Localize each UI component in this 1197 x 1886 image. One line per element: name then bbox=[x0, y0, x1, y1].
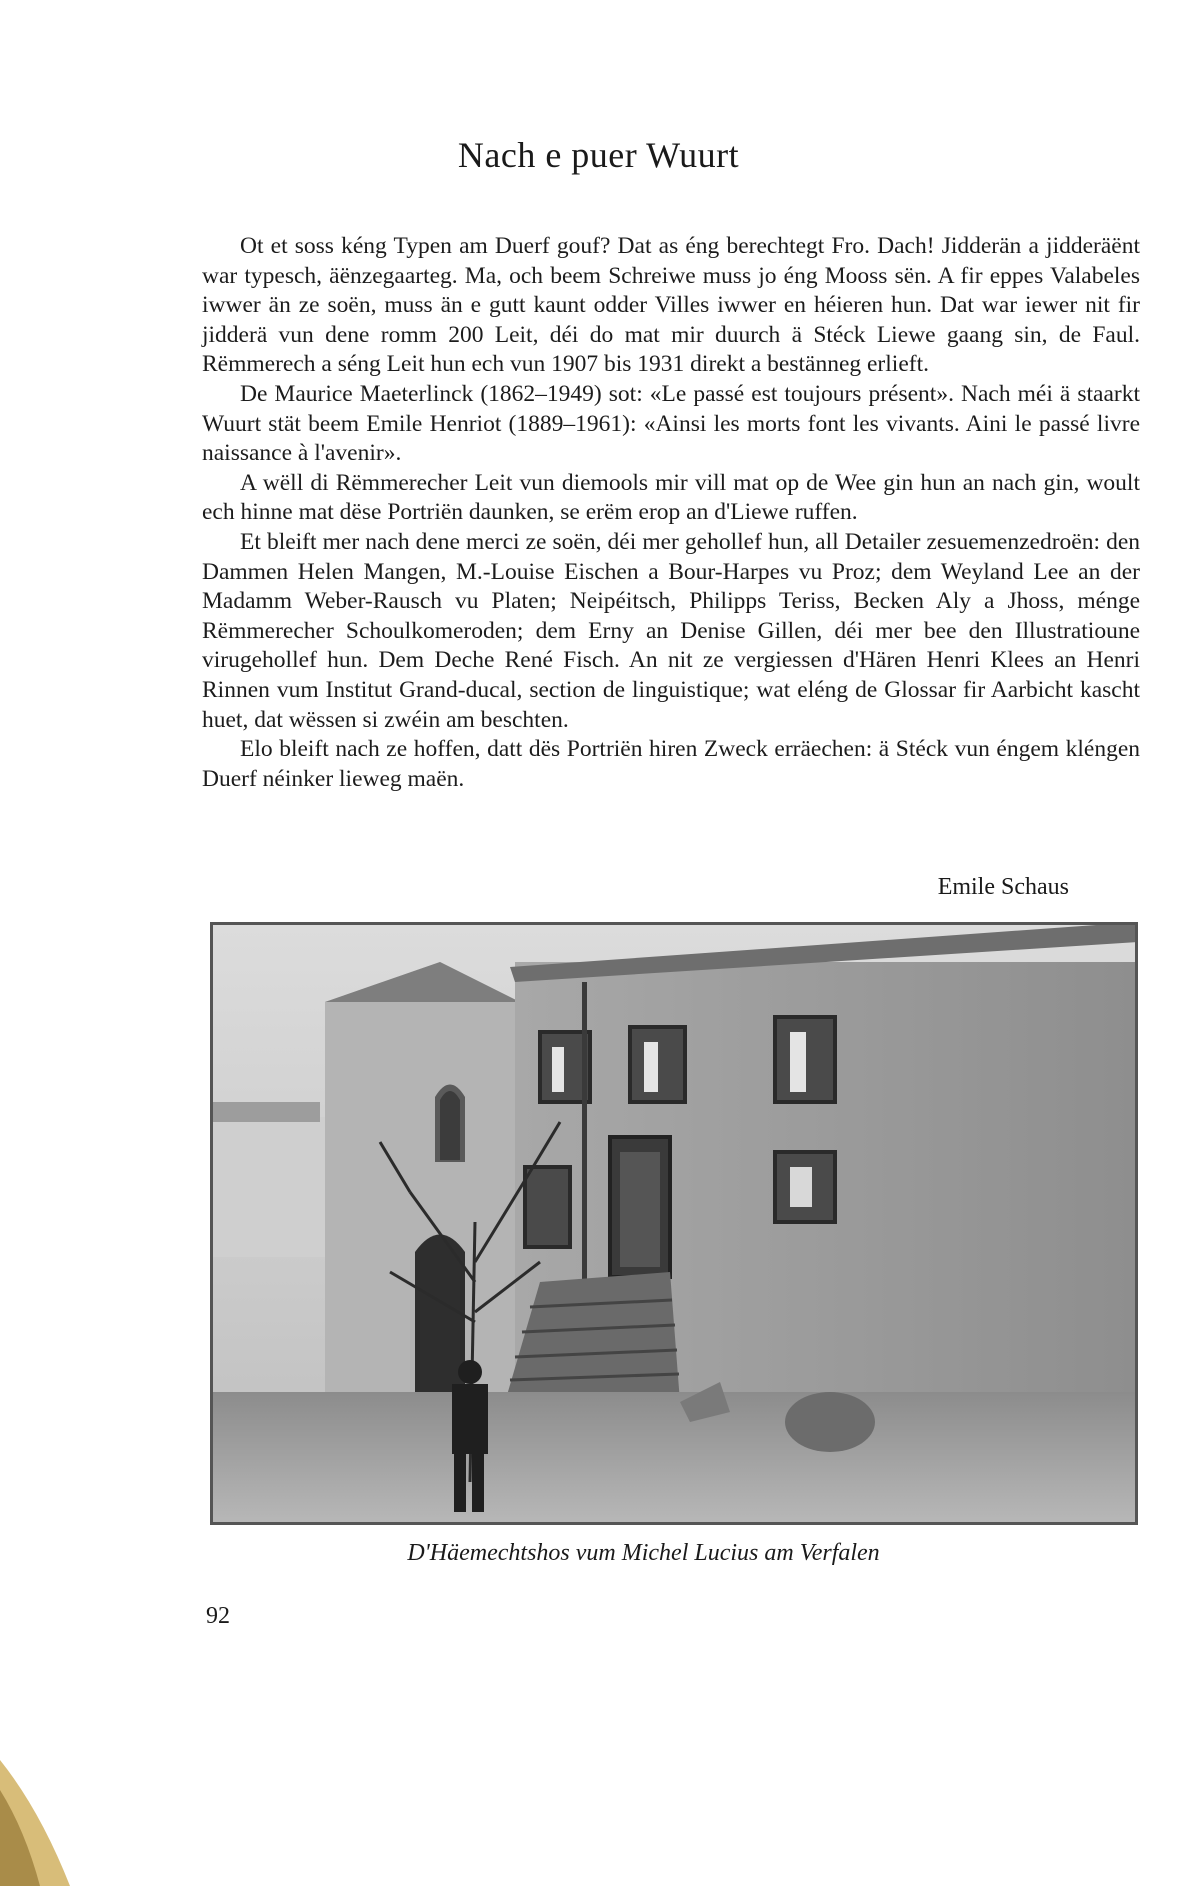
paragraph: Et bleift mer nach dene merci ze soën, déi mer gehollef hun, all Detailer zesuemenzedroën: den Dammen Helen Mangen, M.-Louise Eischen a Bour-Harpes vu Proz; dem Weyland Lee an der Madamm Weber-Rausch vu Platen; Neipéitsch, Philipps Teriss, Becken Aly a Jhoss, ménge Rëmmerecher Schoulkomeroden; dem Erny an Denise Gillen, déi mer bee den Illustratioune virugehollef hun. Dem Deche René Fisch. An nit ze vergiessen d'Hären Henri Klees an Henri Rinnen vum Institut Grand-ducal, section de linguistique; wat eléng de Glossar fir Aarbicht kascht huet, dat wëssen si zwéin am beschten. bbox=[202, 528, 1140, 733]
photo-caption: D'Häemechtshos vum Michel Lucius am Verfalen bbox=[407, 1540, 880, 1566]
page-title: Nach e puer Wuurt bbox=[457, 135, 740, 175]
paragraph: De Maurice Maeterlinck (1862–1949) sot: «Le passé est toujours présent». Nach méi ä staarkt Wuurt stät beem Emile Henriot (1889–1961): «Ainsi les morts font les vivants. Aini le passé livre naissance à l'avenir». bbox=[202, 380, 1140, 467]
paragraph: Ot et soss kéng Typen am Duerf gouf? Dat as éng berechtegt Fro. Dach! Jidderän a jidderäënt war typesch, äënzegaarteg. Ma, och beem Schreiwe muss jo éng Mooss sën. A fir eppes Valabeles iwwer än ze soën, muss än e gutt kaunt odder Villes iwwer en héieren hun. Dat war iewer nit fir jidderä vun dene romm 200 Leit, déi do mat mir duurch ä Stéck Liewe gaang sin, de Faul. Rëmmerech a séng Leit hun ech vun 1907 bis 1931 direkt a bestänneg erlieft. bbox=[202, 233, 1140, 378]
house-photo bbox=[210, 922, 1138, 1525]
author-signature: Emile Schaus bbox=[937, 874, 1069, 900]
paragraph: Elo bleift nach ze hoffen, datt dës Portriën hiren Zweck erräechen: ä Stéck vun éngem kléngen Duerf néinker lieweg maën. bbox=[202, 736, 1140, 792]
house-photo-image bbox=[210, 922, 1138, 1525]
body-text bbox=[202, 232, 1140, 794]
paragraph: A wëll di Rëmmerecher Leit vun diemools mir vill mat op de Wee gin hun an nach gin, woult ech hinne mat dëse Portriën daunken, se erëm erop an d'Liewe ruffen. bbox=[202, 469, 1140, 526]
scan-edge-mark bbox=[0, 1750, 100, 1886]
page-number: 92 bbox=[206, 1603, 230, 1629]
